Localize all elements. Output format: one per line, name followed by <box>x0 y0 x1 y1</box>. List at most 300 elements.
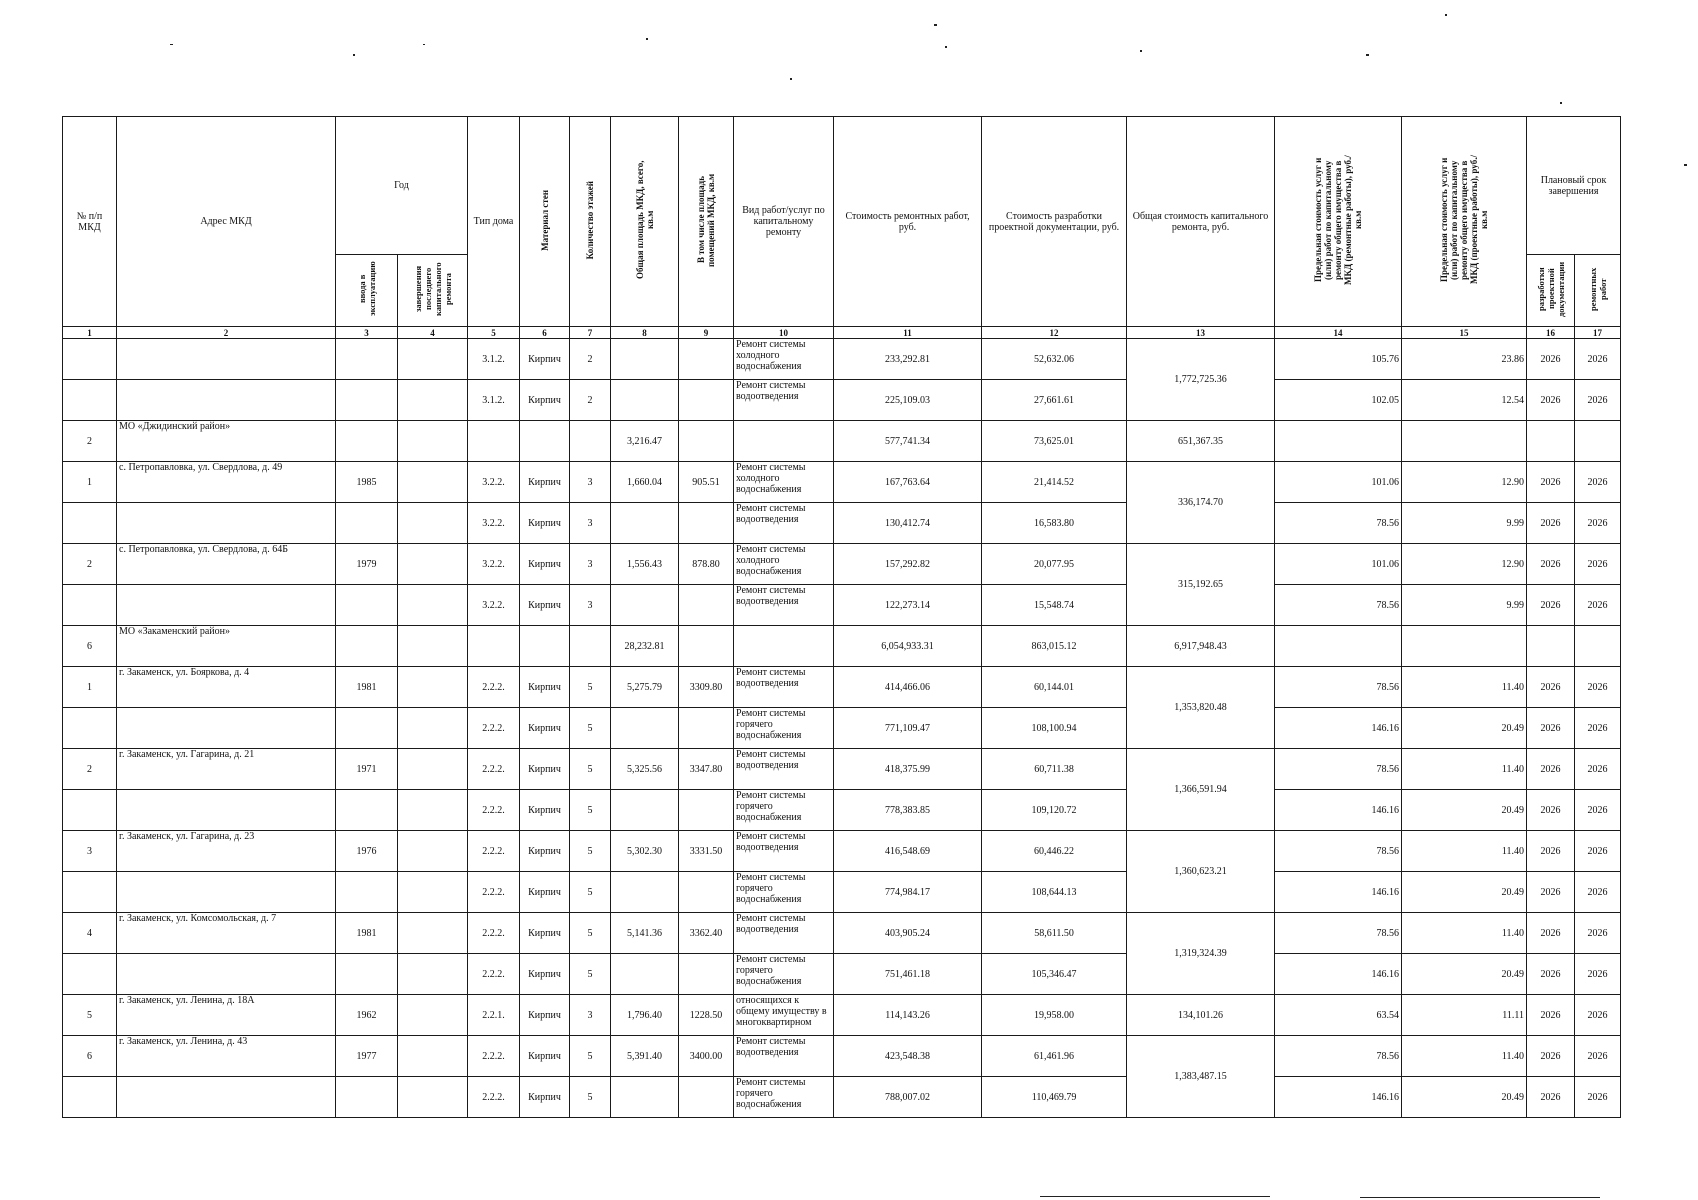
empty-cell <box>679 626 734 667</box>
commission-year <box>336 503 398 544</box>
design-cost: 105,346.47 <box>982 954 1127 995</box>
empty-cell <box>1527 626 1575 667</box>
total-cost: 1,383,487.15 <box>1127 1036 1275 1118</box>
design-cost: 27,661.61 <box>982 380 1127 421</box>
house-type: 2.2.2. <box>468 667 520 708</box>
house-type: 3.2.2. <box>468 585 520 626</box>
house-type: 2.2.2. <box>468 831 520 872</box>
total-area <box>611 954 679 995</box>
column-number: 11 <box>834 327 982 339</box>
design-deadline: 2026 <box>1527 339 1575 380</box>
work-type: Ремонт системы водоотведения <box>734 503 834 544</box>
empty-cell <box>1275 626 1402 667</box>
design-deadline: 2026 <box>1527 503 1575 544</box>
header-total-area-label: Общая площадь МКД, всего, кв.м <box>634 160 655 280</box>
work-type: Ремонт системы водоотведения <box>734 913 834 954</box>
house-type: 3.2.2. <box>468 462 520 503</box>
header-design-deadline-label: разработки проектной документации <box>1535 261 1566 317</box>
limit-repair: 146.16 <box>1275 708 1402 749</box>
header-limit-design-label: Предельная стоимость услуг и (или) работ по капитальному ремонту общего имущества в МКД (проектные работы), руб./кв.м <box>1439 155 1490 285</box>
wall-material: Кирпич <box>520 1036 570 1077</box>
limit-repair: 101.06 <box>1275 544 1402 585</box>
floors: 3 <box>570 544 611 585</box>
premises-area <box>679 503 734 544</box>
last-repair-year <box>398 872 468 913</box>
address-cell <box>117 503 336 544</box>
column-number: 14 <box>1275 327 1402 339</box>
commission-year: 1977 <box>336 1036 398 1077</box>
design-cost: 52,632.06 <box>982 339 1127 380</box>
repair-cost: 418,375.99 <box>834 749 982 790</box>
work-type: Ремонт системы горячего водоснабжения <box>734 872 834 913</box>
scan-speck <box>353 54 355 56</box>
design-deadline: 2026 <box>1527 831 1575 872</box>
table-row <box>63 380 1621 421</box>
scan-speck <box>934 24 937 26</box>
commission-year: 1976 <box>336 831 398 872</box>
design-deadline: 2026 <box>1527 585 1575 626</box>
design-deadline: 2026 <box>1527 913 1575 954</box>
work-type: Ремонт системы холодного водоснабжения <box>734 339 834 380</box>
empty-cell <box>336 626 398 667</box>
limit-design: 20.49 <box>1402 954 1527 995</box>
scan-speck <box>1366 54 1369 56</box>
row-number <box>63 585 117 626</box>
commission-year <box>336 1077 398 1118</box>
limit-repair: 78.56 <box>1275 1036 1402 1077</box>
total-area: 1,556.43 <box>611 544 679 585</box>
premises-area <box>679 585 734 626</box>
repair-deadline: 2026 <box>1575 503 1621 544</box>
empty-cell <box>1402 626 1527 667</box>
empty-cell <box>570 421 611 462</box>
row-number: 6 <box>63 1036 117 1077</box>
empty-cell <box>468 626 520 667</box>
floors: 3 <box>570 462 611 503</box>
design-cost: 19,958.00 <box>982 995 1127 1036</box>
limit-design: 11.40 <box>1402 667 1527 708</box>
design-cost: 109,120.72 <box>982 790 1127 831</box>
repair-deadline: 2026 <box>1575 872 1621 913</box>
district-repair-cost: 6,054,933.31 <box>834 626 982 667</box>
column-number: 8 <box>611 327 679 339</box>
column-number: 16 <box>1527 327 1575 339</box>
repair-cost: 771,109.47 <box>834 708 982 749</box>
limit-design: 23.86 <box>1402 339 1527 380</box>
premises-area: 3362.40 <box>679 913 734 954</box>
empty-cell <box>468 421 520 462</box>
repair-cost: 788,007.02 <box>834 1077 982 1118</box>
floors: 3 <box>570 585 611 626</box>
house-type: 2.2.2. <box>468 708 520 749</box>
design-deadline: 2026 <box>1527 995 1575 1036</box>
limit-design: 11.40 <box>1402 1036 1527 1077</box>
house-type: 2.2.2. <box>468 913 520 954</box>
repair-cost: 774,984.17 <box>834 872 982 913</box>
header-premises-area-label: В том числе площадь помещений МКД, кв.м <box>696 173 717 267</box>
address-cell <box>117 585 336 626</box>
address-cell: с. Петропавловка, ул. Свердлова, д. 64Б <box>117 544 336 585</box>
work-type: Ремонт системы горячего водоснабжения <box>734 708 834 749</box>
address-cell <box>117 339 336 380</box>
premises-area <box>679 954 734 995</box>
row-number: 3 <box>63 831 117 872</box>
floors: 5 <box>570 954 611 995</box>
district-area: 3,216.47 <box>611 421 679 462</box>
floors: 5 <box>570 1077 611 1118</box>
wall-material: Кирпич <box>520 708 570 749</box>
table-row <box>63 708 1621 749</box>
limit-repair: 63.54 <box>1275 995 1402 1036</box>
header-floors-label: Количество этажей <box>585 180 596 260</box>
design-deadline: 2026 <box>1527 667 1575 708</box>
commission-year <box>336 380 398 421</box>
column-number: 17 <box>1575 327 1621 339</box>
column-number: 4 <box>398 327 468 339</box>
design-cost: 60,446.22 <box>982 831 1127 872</box>
last-repair-year <box>398 503 468 544</box>
design-deadline: 2026 <box>1527 1036 1575 1077</box>
work-type: Ремонт системы горячего водоснабжения <box>734 1077 834 1118</box>
header-wall-material <box>520 117 570 327</box>
header-total-cost: Общая стоимость капитального ремонта, руб. <box>1127 117 1275 327</box>
repair-cost: 751,461.18 <box>834 954 982 995</box>
commission-year: 1962 <box>336 995 398 1036</box>
design-cost: 108,644.13 <box>982 872 1127 913</box>
empty-cell <box>679 421 734 462</box>
total-cost: 1,353,820.48 <box>1127 667 1275 749</box>
total-area <box>611 790 679 831</box>
commission-year: 1985 <box>336 462 398 503</box>
scan-edge-line <box>1040 1196 1270 1197</box>
commission-year <box>336 585 398 626</box>
limit-design: 11.40 <box>1402 749 1527 790</box>
total-cost: 336,174.70 <box>1127 462 1275 544</box>
total-cost: 1,360,623.21 <box>1127 831 1275 913</box>
column-number: 3 <box>336 327 398 339</box>
commission-year <box>336 339 398 380</box>
premises-area: 3347.80 <box>679 749 734 790</box>
design-deadline: 2026 <box>1527 462 1575 503</box>
address-cell <box>117 380 336 421</box>
empty-cell <box>398 626 468 667</box>
wall-material: Кирпич <box>520 995 570 1036</box>
floors: 5 <box>570 913 611 954</box>
address-cell <box>117 790 336 831</box>
design-cost: 110,469.79 <box>982 1077 1127 1118</box>
column-number: 13 <box>1127 327 1275 339</box>
address-cell <box>117 708 336 749</box>
address-cell <box>117 954 336 995</box>
work-type: Ремонт системы водоотведения <box>734 749 834 790</box>
district-total-cost: 651,367.35 <box>1127 421 1275 462</box>
last-repair-year <box>398 954 468 995</box>
repair-cost: 233,292.81 <box>834 339 982 380</box>
column-number: 10 <box>734 327 834 339</box>
commission-year: 1981 <box>336 667 398 708</box>
repair-deadline: 2026 <box>1575 585 1621 626</box>
limit-design: 20.49 <box>1402 1077 1527 1118</box>
empty-cell <box>1275 421 1402 462</box>
table-row <box>63 831 1621 872</box>
total-cost: 1,772,725.36 <box>1127 339 1275 421</box>
scan-speck <box>1140 50 1142 52</box>
limit-design: 20.49 <box>1402 872 1527 913</box>
scan-speck <box>1684 164 1687 166</box>
header-total-area <box>611 117 679 327</box>
work-type: Ремонт системы холодного водоснабжения <box>734 462 834 503</box>
last-repair-year <box>398 544 468 585</box>
empty-cell <box>570 626 611 667</box>
repair-cost: 114,143.26 <box>834 995 982 1036</box>
last-repair-year <box>398 462 468 503</box>
header-address: Адрес МКД <box>117 117 336 327</box>
last-repair-year <box>398 667 468 708</box>
limit-repair: 78.56 <box>1275 913 1402 954</box>
limit-design: 12.90 <box>1402 462 1527 503</box>
wall-material: Кирпич <box>520 831 570 872</box>
house-type: 2.2.2. <box>468 872 520 913</box>
floors: 5 <box>570 790 611 831</box>
design-deadline: 2026 <box>1527 380 1575 421</box>
scan-speck <box>170 44 173 45</box>
work-type: Ремонт системы водоотведения <box>734 380 834 421</box>
column-number: 2 <box>117 327 336 339</box>
premises-area <box>679 872 734 913</box>
register-table-sheet <box>62 116 1620 1128</box>
limit-repair: 146.16 <box>1275 872 1402 913</box>
work-type: Ремонт системы водоотведения <box>734 1036 834 1077</box>
commission-year <box>336 872 398 913</box>
floors: 5 <box>570 1036 611 1077</box>
house-type: 2.2.1. <box>468 995 520 1036</box>
limit-repair: 78.56 <box>1275 585 1402 626</box>
capital-repair-table <box>62 116 1621 1118</box>
commission-year: 1981 <box>336 913 398 954</box>
limit-repair: 146.16 <box>1275 954 1402 995</box>
empty-cell <box>520 626 570 667</box>
total-area: 1,796.40 <box>611 995 679 1036</box>
header-limit-repair <box>1275 117 1402 327</box>
design-cost: 16,583.80 <box>982 503 1127 544</box>
wall-material: Кирпич <box>520 380 570 421</box>
limit-design: 20.49 <box>1402 790 1527 831</box>
repair-deadline: 2026 <box>1575 1036 1621 1077</box>
header-repair-deadline-label: ремонтных работ <box>1587 267 1608 311</box>
total-area: 5,325.56 <box>611 749 679 790</box>
wall-material: Кирпич <box>520 667 570 708</box>
last-repair-year <box>398 790 468 831</box>
total-area <box>611 339 679 380</box>
address-cell: г. Закаменск, ул. Гагарина, д. 23 <box>117 831 336 872</box>
house-type: 3.1.2. <box>468 339 520 380</box>
design-cost: 108,100.94 <box>982 708 1127 749</box>
table-row <box>63 749 1621 790</box>
repair-deadline: 2026 <box>1575 462 1621 503</box>
limit-repair: 78.56 <box>1275 667 1402 708</box>
header-house-type: Тип дома <box>468 117 520 327</box>
design-cost: 61,461.96 <box>982 1036 1127 1077</box>
table-row <box>63 503 1621 544</box>
floors: 5 <box>570 831 611 872</box>
header-row <box>63 117 1621 255</box>
limit-design: 20.49 <box>1402 708 1527 749</box>
total-area <box>611 708 679 749</box>
empty-cell <box>1402 421 1527 462</box>
total-area: 1,660.04 <box>611 462 679 503</box>
total-area <box>611 380 679 421</box>
work-type: Ремонт системы горячего водоснабжения <box>734 954 834 995</box>
design-cost: 60,144.01 <box>982 667 1127 708</box>
last-repair-year <box>398 995 468 1036</box>
column-number: 12 <box>982 327 1127 339</box>
floors: 5 <box>570 708 611 749</box>
wall-material: Кирпич <box>520 954 570 995</box>
row-number: 2 <box>63 421 117 462</box>
repair-deadline: 2026 <box>1575 954 1621 995</box>
address-cell: с. Петропавловка, ул. Свердлова, д. 49 <box>117 462 336 503</box>
header-num: № п/п МКД <box>63 117 117 327</box>
row-number: 1 <box>63 667 117 708</box>
header-design-cost: Стоимость разработки проектной документации, руб. <box>982 117 1127 327</box>
design-cost: 20,077.95 <box>982 544 1127 585</box>
row-number: 5 <box>63 995 117 1036</box>
header-floors <box>570 117 611 327</box>
house-type: 2.2.2. <box>468 954 520 995</box>
column-number: 7 <box>570 327 611 339</box>
commission-year <box>336 708 398 749</box>
limit-repair: 101.06 <box>1275 462 1402 503</box>
limit-repair: 102.05 <box>1275 380 1402 421</box>
total-area: 5,275.79 <box>611 667 679 708</box>
scan-speck <box>646 38 648 40</box>
address-cell: г. Закаменск, ул. Ленина, д. 43 <box>117 1036 336 1077</box>
premises-area <box>679 339 734 380</box>
district-design-cost: 863,015.12 <box>982 626 1127 667</box>
repair-cost: 414,466.06 <box>834 667 982 708</box>
repair-cost: 122,273.14 <box>834 585 982 626</box>
floors: 3 <box>570 503 611 544</box>
repair-cost: 778,383.85 <box>834 790 982 831</box>
header-commissioning-label: ввода в эксплуатацию <box>356 261 377 317</box>
column-number: 9 <box>679 327 734 339</box>
row-number <box>63 503 117 544</box>
work-type: Ремонт системы водоотведения <box>734 585 834 626</box>
premises-area: 878.80 <box>679 544 734 585</box>
work-type: Ремонт системы водоотведения <box>734 667 834 708</box>
scan-speck <box>790 78 792 80</box>
wall-material: Кирпич <box>520 339 570 380</box>
limit-repair: 78.56 <box>1275 503 1402 544</box>
design-cost: 60,711.38 <box>982 749 1127 790</box>
row-number: 2 <box>63 749 117 790</box>
floors: 2 <box>570 339 611 380</box>
commission-year <box>336 954 398 995</box>
header-limit-repair-label: Предельная стоимость услуг и (или) работ по капитальному ремонту общего имущества в МКД (ремонтные работы), руб./кв.м <box>1313 155 1364 285</box>
total-area: 5,302.30 <box>611 831 679 872</box>
wall-material: Кирпич <box>520 544 570 585</box>
commission-year <box>336 790 398 831</box>
district-name: МО «Закаменский район» <box>117 626 336 667</box>
row-number <box>63 872 117 913</box>
limit-design: 12.54 <box>1402 380 1527 421</box>
header-last-repair-label: завершения последнего капитального ремонта <box>412 262 453 316</box>
wall-material: Кирпич <box>520 872 570 913</box>
empty-cell <box>1575 421 1621 462</box>
table-row <box>63 667 1621 708</box>
header-work-type: Вид работ/услуг по капитальному ремонту <box>734 117 834 327</box>
work-type: Ремонт системы водоотведения <box>734 831 834 872</box>
address-cell: г. Закаменск, ул. Комсомольская, д. 7 <box>117 913 336 954</box>
district-row <box>63 421 1621 462</box>
last-repair-year <box>398 1036 468 1077</box>
scan-speck <box>1445 14 1447 16</box>
design-cost: 58,611.50 <box>982 913 1127 954</box>
repair-cost: 225,109.03 <box>834 380 982 421</box>
design-deadline: 2026 <box>1527 790 1575 831</box>
header-repair-cost: Стоимость ремонтных работ, руб. <box>834 117 982 327</box>
address-cell: г. Закаменск, ул. Ленина, д. 18А <box>117 995 336 1036</box>
premises-area <box>679 380 734 421</box>
repair-deadline: 2026 <box>1575 749 1621 790</box>
table-row <box>63 462 1621 503</box>
last-repair-year <box>398 831 468 872</box>
floors: 5 <box>570 667 611 708</box>
row-number: 6 <box>63 626 117 667</box>
header-repair-deadline <box>1575 255 1621 327</box>
address-cell <box>117 872 336 913</box>
last-repair-year <box>398 1077 468 1118</box>
empty-cell <box>336 421 398 462</box>
repair-cost: 423,548.38 <box>834 1036 982 1077</box>
work-type: Ремонт системы холодного водоснабжения <box>734 544 834 585</box>
table-row <box>63 544 1621 585</box>
table-row <box>63 1077 1621 1118</box>
header-year: Год <box>336 117 468 255</box>
total-area <box>611 1077 679 1118</box>
repair-cost: 403,905.24 <box>834 913 982 954</box>
repair-deadline: 2026 <box>1575 790 1621 831</box>
district-name: МО «Джидинский район» <box>117 421 336 462</box>
limit-design: 11.11 <box>1402 995 1527 1036</box>
table-row <box>63 954 1621 995</box>
limit-design: 9.99 <box>1402 503 1527 544</box>
scan-speck <box>945 46 947 48</box>
last-repair-year <box>398 749 468 790</box>
design-cost: 21,414.52 <box>982 462 1127 503</box>
repair-deadline: 2026 <box>1575 831 1621 872</box>
row-number <box>63 380 117 421</box>
design-deadline: 2026 <box>1527 708 1575 749</box>
district-total-cost: 6,917,948.43 <box>1127 626 1275 667</box>
limit-repair: 146.16 <box>1275 790 1402 831</box>
repair-deadline: 2026 <box>1575 339 1621 380</box>
last-repair-year <box>398 913 468 954</box>
work-type: Ремонт системы горячего водоснабжения <box>734 790 834 831</box>
row-number <box>63 954 117 995</box>
last-repair-year <box>398 585 468 626</box>
premises-area <box>679 708 734 749</box>
row-number: 1 <box>63 462 117 503</box>
repair-cost: 157,292.82 <box>834 544 982 585</box>
repair-cost: 416,548.69 <box>834 831 982 872</box>
last-repair-year <box>398 339 468 380</box>
table-row <box>63 339 1621 380</box>
limit-repair: 105.76 <box>1275 339 1402 380</box>
row-number <box>63 790 117 831</box>
repair-deadline: 2026 <box>1575 913 1621 954</box>
design-deadline: 2026 <box>1527 749 1575 790</box>
